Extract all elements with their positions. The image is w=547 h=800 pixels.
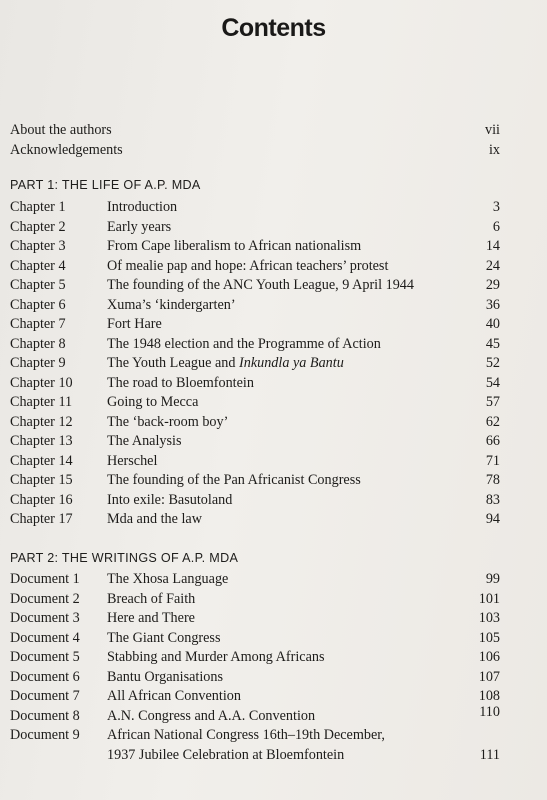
- document-entry[interactable]: [10, 648, 500, 668]
- document-label: Document 3: [10, 610, 80, 626]
- chapter-label: Chapter 7: [10, 316, 66, 332]
- document-page: 103: [478, 610, 500, 626]
- chapter-page: 71: [485, 452, 500, 469]
- document-label: Document 4: [10, 629, 80, 646]
- chapter-page: 24: [485, 257, 500, 274]
- chapter-page: 52: [485, 355, 500, 371]
- document-entry[interactable]: [10, 609, 500, 629]
- chapter-title: The founding of the ANC Youth League, 9 April 1944: [107, 277, 414, 293]
- chapter-label: Chapter 1: [10, 199, 66, 215]
- chapter-title: From Cape liberalism to African nationalism: [107, 238, 362, 254]
- part2-document-list: [10, 570, 500, 766]
- chapter-entry[interactable]: [10, 276, 500, 296]
- front-matter-list: [10, 121, 500, 160]
- part1-heading: PART 1: THE LIFE OF A.P. MDA: [10, 178, 201, 192]
- chapter-page: 40: [485, 316, 500, 332]
- document-label: Document 9: [10, 727, 80, 743]
- chapter-page: 36: [485, 296, 500, 313]
- chapter-page: 14: [485, 238, 500, 254]
- chapter-title: The 1948 election and the Programme of Action: [107, 335, 381, 352]
- chapter-label: Chapter 9: [10, 355, 66, 371]
- document-title: Breach of Faith: [107, 590, 196, 607]
- chapter-entry[interactable]: [10, 315, 500, 335]
- chapter-page: 66: [485, 433, 500, 449]
- chapter-entry[interactable]: [10, 335, 500, 355]
- chapter-entry[interactable]: [10, 491, 500, 511]
- chapter-entry[interactable]: [10, 296, 500, 316]
- document-entry[interactable]: [10, 570, 500, 590]
- document-label: Document 1: [10, 571, 80, 587]
- chapter-label: Chapter 14: [10, 452, 73, 469]
- document-page: 101: [478, 590, 500, 607]
- entry-page: ix: [488, 141, 500, 158]
- document-page: 108: [478, 688, 500, 704]
- document-entry[interactable]: [10, 726, 500, 766]
- chapter-title: Of mealie pap and hope: African teachers’ protest: [107, 257, 389, 274]
- document-page: 105: [478, 629, 500, 646]
- chapter-title: Fort Hare: [107, 316, 162, 332]
- document-entry[interactable]: [10, 668, 500, 688]
- document-page: 106: [478, 649, 500, 665]
- page-title: Contents: [221, 14, 326, 42]
- chapter-title: Going to Mecca: [107, 394, 199, 410]
- document-label: Document 6: [10, 668, 80, 685]
- chapter-page: 94: [485, 511, 500, 527]
- chapter-title: The founding of the Pan Africanist Congress: [107, 472, 361, 488]
- document-title-line1: African National Congress 16th–19th December,: [107, 727, 385, 743]
- chapter-title: Introduction: [107, 199, 178, 215]
- chapter-title: The road to Bloemfontein: [107, 374, 254, 391]
- chapter-page: 62: [485, 413, 500, 430]
- chapter-title-italic: Inkundla ya Bantu: [239, 355, 344, 371]
- chapter-page: 45: [485, 335, 500, 352]
- chapter-entry[interactable]: [10, 413, 500, 433]
- chapter-entry[interactable]: [10, 452, 500, 472]
- document-title: Stabbing and Murder Among Africans: [107, 649, 325, 665]
- chapter-label: Chapter 6: [10, 296, 66, 313]
- document-title: [107, 726, 385, 765]
- chapter-label: Chapter 11: [10, 394, 73, 410]
- chapter-label: Chapter 16: [10, 491, 73, 508]
- chapter-page: 29: [485, 277, 500, 293]
- document-label: Document 5: [10, 649, 80, 665]
- chapter-entry[interactable]: [10, 218, 500, 238]
- chapter-title: Xuma’s ‘kindergarten’: [107, 296, 236, 313]
- part1-chapter-list: [10, 198, 500, 530]
- part2-heading: PART 2: THE WRITINGS OF A.P. MDA: [10, 551, 239, 565]
- document-entry[interactable]: [10, 590, 500, 610]
- document-title: A.N. Congress and A.A. Convention: [107, 707, 316, 724]
- chapter-label: Chapter 2: [10, 218, 66, 235]
- chapter-entry[interactable]: [10, 198, 500, 218]
- front-matter-entry[interactable]: [10, 121, 500, 141]
- document-title: Bantu Organisations: [107, 668, 223, 685]
- document-title: Here and There: [107, 610, 195, 626]
- chapter-page: 57: [485, 394, 500, 410]
- chapter-label: Chapter 13: [10, 433, 73, 449]
- document-entry[interactable]: [10, 703, 500, 727]
- chapter-label: Chapter 10: [10, 374, 73, 391]
- chapter-page: 3: [492, 199, 500, 215]
- chapter-label: Chapter 4: [10, 257, 66, 274]
- front-matter-entry[interactable]: [10, 141, 500, 161]
- chapter-page: 78: [485, 472, 500, 488]
- document-page: 111: [479, 747, 500, 763]
- document-entry[interactable]: [10, 629, 500, 649]
- chapter-label: Chapter 12: [10, 413, 73, 430]
- chapter-entry[interactable]: [10, 374, 500, 394]
- entry-title: Acknowledgements: [10, 141, 123, 158]
- chapter-title-roman: The Youth League and: [107, 355, 239, 371]
- chapter-page: 6: [492, 218, 500, 235]
- chapter-entry[interactable]: [10, 432, 500, 452]
- chapter-title: Herschel: [107, 452, 158, 469]
- chapter-entry[interactable]: [10, 471, 500, 491]
- chapter-label: Chapter 8: [10, 335, 66, 352]
- document-title: The Giant Congress: [107, 629, 221, 646]
- document-title: All African Convention: [107, 688, 241, 704]
- chapter-entry[interactable]: [10, 393, 500, 413]
- chapter-title: The ‘back-room boy’: [107, 413, 229, 430]
- chapter-label: Chapter 17: [10, 511, 73, 527]
- chapter-label: Chapter 5: [10, 277, 66, 293]
- chapter-title: Into exile: Basutoland: [107, 491, 233, 508]
- document-label: Document 8: [10, 707, 80, 724]
- chapter-title: Mda and the law: [107, 511, 202, 527]
- chapter-title: [107, 354, 344, 374]
- document-page: 107: [478, 668, 500, 685]
- chapter-page: 54: [485, 374, 500, 391]
- document-entry[interactable]: [10, 687, 500, 707]
- document-page: 110: [479, 703, 500, 720]
- chapter-title: Early years: [107, 218, 172, 235]
- document-label: Document 2: [10, 590, 80, 607]
- entry-title: About the authors: [10, 122, 112, 138]
- chapter-label: Chapter 15: [10, 472, 73, 488]
- chapter-entry[interactable]: [10, 237, 500, 257]
- document-title: The Xhosa Language: [107, 571, 229, 587]
- chapter-title: The Analysis: [107, 433, 182, 449]
- document-title-line2: 1937 Jubilee Celebration at Bloemfontein: [107, 746, 345, 763]
- chapter-page: 83: [485, 491, 500, 508]
- chapter-entry[interactable]: [10, 354, 500, 374]
- chapter-label: Chapter 3: [10, 238, 66, 254]
- entry-page: vii: [485, 122, 500, 138]
- chapter-entry[interactable]: [10, 257, 500, 277]
- chapter-entry[interactable]: [10, 510, 500, 530]
- document-page: 99: [485, 571, 500, 587]
- document-label: Document 7: [10, 688, 80, 704]
